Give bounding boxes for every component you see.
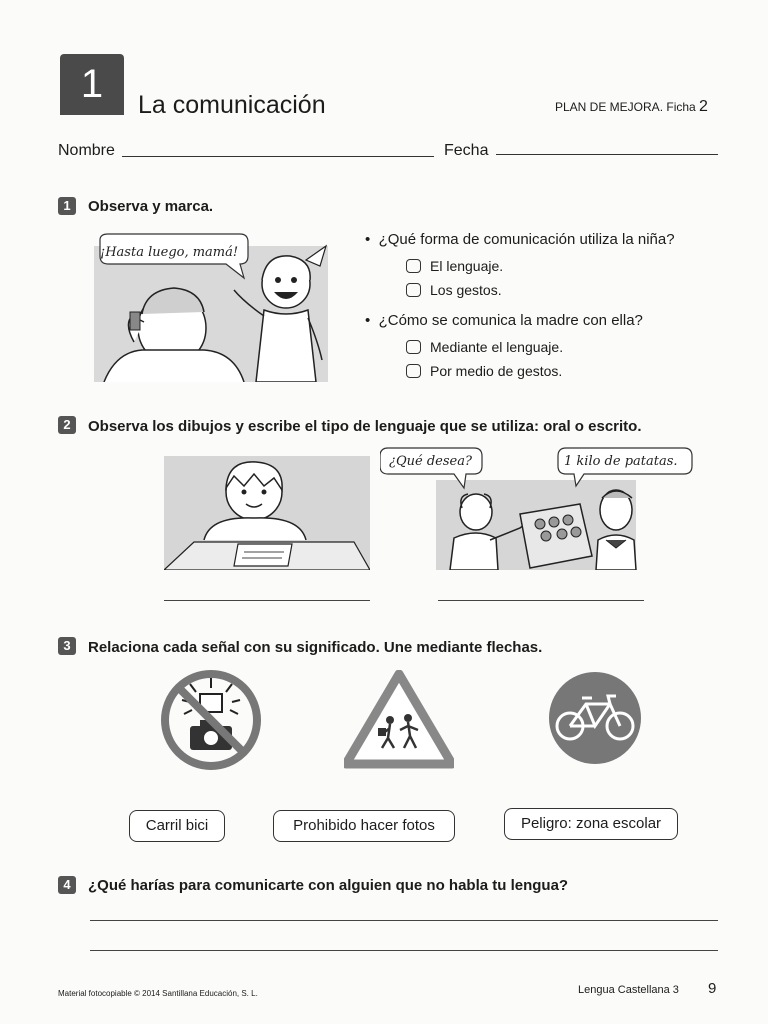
meaning-peligro-zona-escolar[interactable]: Peligro: zona escolar	[504, 808, 678, 840]
exercise-2-heading: Observa los dibujos y escribe el tipo de lenguaje que se utiliza: oral o escrito.	[88, 418, 642, 435]
school-zone-warning-sign-icon[interactable]	[344, 670, 454, 770]
exercise-1-heading: Observa y marca.	[88, 198, 214, 215]
option-los-gestos: Los gestos.	[430, 282, 502, 298]
question-1: • ¿Qué forma de comunicación utiliza la niña?	[365, 231, 675, 248]
plan-label-text: PLAN DE MEJORA. Ficha	[555, 100, 696, 114]
bike-lane-sign-icon[interactable]	[540, 670, 650, 770]
plan-label	[555, 98, 708, 116]
question-1-text: ¿Qué forma de comunicación utiliza la niña?	[378, 231, 675, 248]
exercise-1-badge: 1	[58, 197, 76, 215]
page-title: La comunicación	[138, 91, 326, 119]
meaning-prohibido-hacer-fotos[interactable]: Prohibido hacer fotos	[273, 810, 455, 842]
exercise-4-badge: 4	[58, 876, 76, 894]
answer-line-boy[interactable]	[164, 600, 370, 601]
customer-speech-bubble: 1 kilo de patatas.	[564, 454, 678, 469]
answer-line-market[interactable]	[438, 600, 644, 601]
footer-copyright: Material fotocopiable © 2014 Santillana Educación, S. L.	[58, 989, 258, 998]
question-2-text: ¿Cómo se comunica la madre con ella?	[378, 312, 643, 329]
checkbox-los-gestos[interactable]	[406, 283, 421, 297]
answer-line-1[interactable]	[90, 920, 718, 921]
girl-speech-bubble: ¡Hasta luego, mamá!	[100, 245, 239, 260]
name-label: Nombre	[58, 142, 115, 159]
page-number: 9	[708, 980, 717, 997]
exercise-2-badge: 2	[58, 416, 76, 434]
unit-underline	[60, 113, 124, 115]
checkbox-mediante-lenguaje[interactable]	[406, 340, 421, 354]
meaning-carril-bici[interactable]: Carril bici	[129, 810, 225, 842]
ficha-number: 2	[699, 98, 708, 115]
exercise-3-heading: Relaciona cada señal con su significado. Une mediante flechas.	[88, 639, 543, 656]
unit-number: 1	[80, 62, 104, 106]
name-field[interactable]	[122, 156, 434, 157]
boy-writing-illustration	[164, 452, 370, 570]
answer-line-2[interactable]	[90, 950, 718, 951]
checkbox-el-lenguaje[interactable]	[406, 259, 421, 273]
question-2: • ¿Cómo se comunica la madre con ella?	[365, 312, 643, 329]
exercise-3-badge: 3	[58, 637, 76, 655]
date-label: Fecha	[444, 142, 489, 159]
option-el-lenguaje: El lenguaje.	[430, 258, 504, 274]
option-mediante-lenguaje: Mediante el lenguaje.	[430, 339, 564, 355]
no-photo-sign-icon[interactable]	[156, 670, 266, 770]
exercise-4-heading: ¿Qué harías para comunicarte con alguien que no habla tu lengua?	[88, 877, 569, 894]
checkbox-por-medio-gestos[interactable]	[406, 364, 421, 378]
seller-speech-bubble: ¿Qué desea?	[389, 454, 472, 469]
option-por-medio-gestos: Por medio de gestos.	[430, 363, 563, 379]
footer-book-title: Lengua Castellana 3	[578, 984, 679, 996]
date-field[interactable]	[496, 154, 718, 155]
